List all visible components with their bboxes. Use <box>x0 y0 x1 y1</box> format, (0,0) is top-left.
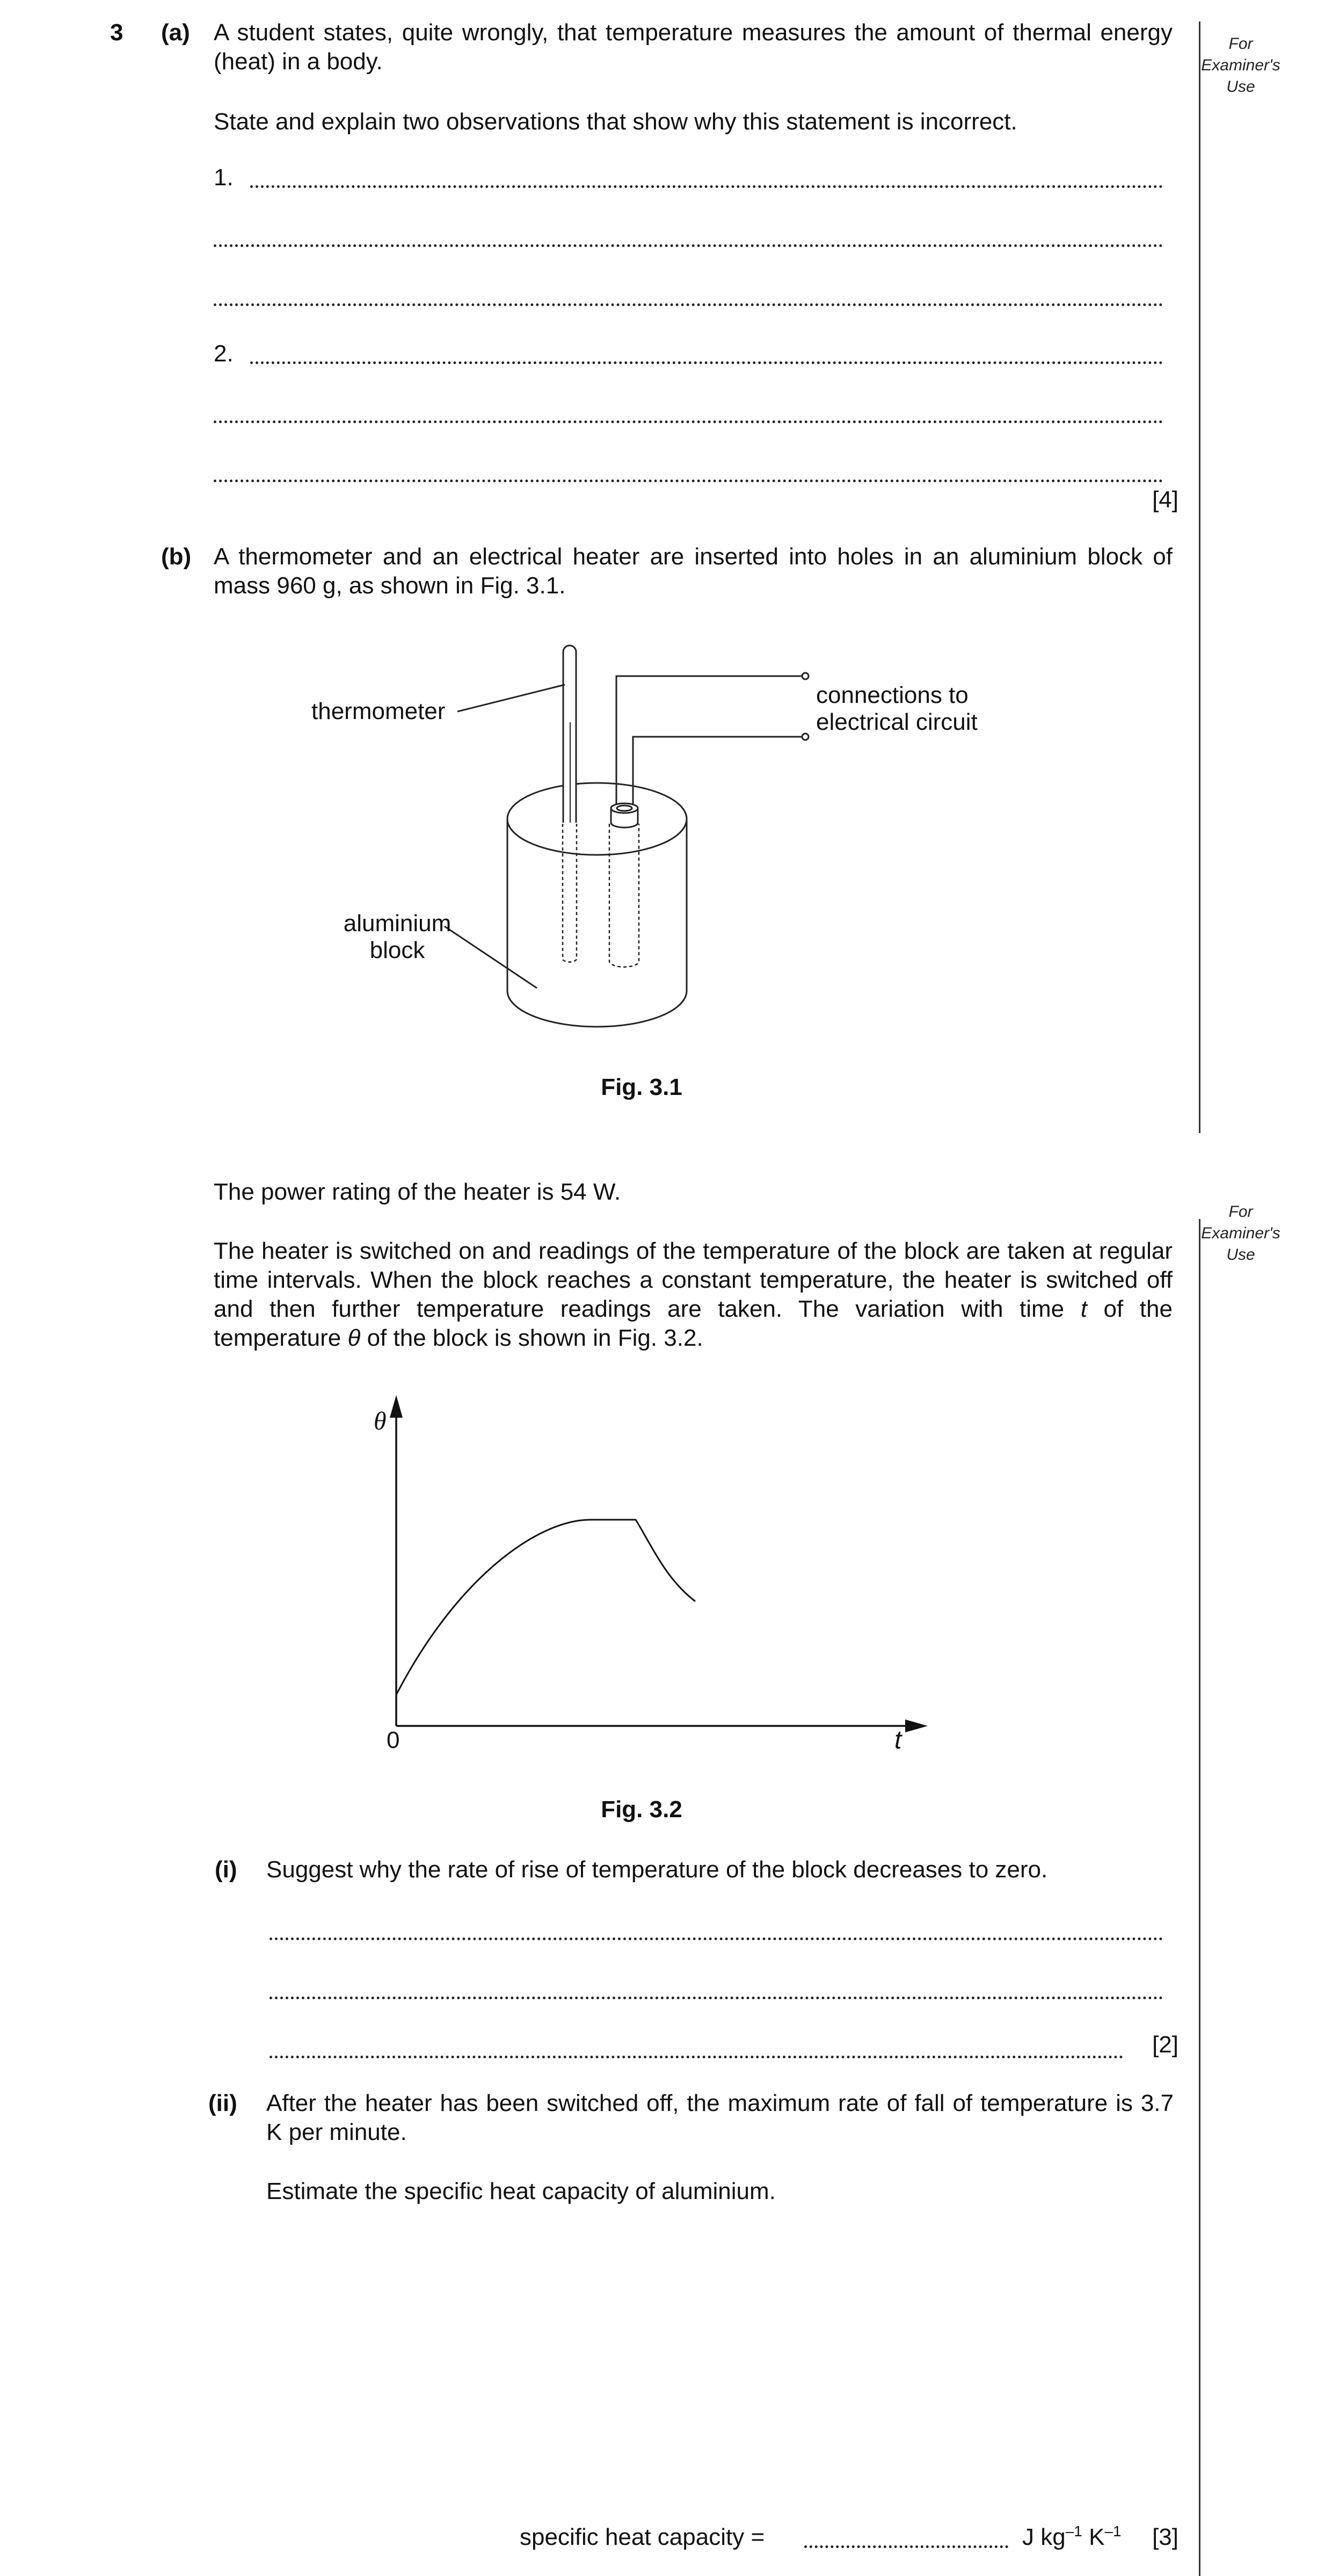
examiner-use-label-bottom <box>1200 1201 1281 1266</box>
y-axis-label: θ <box>374 1407 387 1435</box>
terminal-2 <box>802 734 809 740</box>
part-ii-marks: [3] <box>1152 2524 1178 2550</box>
x-axis-label: t <box>894 1726 902 1754</box>
answer-line[interactable] <box>250 185 1163 188</box>
answer-line[interactable] <box>804 2545 1008 2548</box>
answer-line[interactable] <box>270 1938 1163 1940</box>
examiner-line: For <box>1228 35 1253 53</box>
unit-exponent: –1 <box>1065 2523 1082 2539</box>
examiner-line: Use <box>1226 78 1255 96</box>
examiner-margin-rule-bottom <box>1199 1219 1200 2576</box>
unit-part: J kg <box>1022 2524 1066 2550</box>
answer-1-label: 1. <box>214 164 234 191</box>
answer-line[interactable] <box>214 303 1163 306</box>
thermometer-label: thermometer <box>311 698 446 724</box>
procedure-t-symbol: t <box>1080 1296 1087 1322</box>
examiner-line: For <box>1228 1203 1253 1221</box>
procedure-theta-symbol: θ <box>347 1325 361 1351</box>
thermometer-leader <box>457 685 565 712</box>
unit-part: K <box>1089 2524 1105 2550</box>
answer-2-label: 2. <box>214 340 234 367</box>
examiner-line: Examiner's <box>1201 56 1280 74</box>
block-label-line: aluminium <box>343 910 452 937</box>
wire-1 <box>616 676 803 804</box>
block-label <box>327 910 467 964</box>
examiner-margin-rule-top <box>1199 21 1200 1133</box>
procedure-main: The heater is switched on and readings of the temperature of the block are taken at regular time intervals. When the block reaches a constant temperature, the heater is switched off and then further temperature readings are taken. The variation with time <box>214 1238 1173 1322</box>
part-i-text: Suggest why the rate of rise of temperature of the block decreases to zero. <box>266 1856 1048 1883</box>
answer-line[interactable] <box>270 1997 1163 1999</box>
part-b-label: (b) <box>161 543 192 570</box>
part-ii-instruction: Estimate the specific heat capacity of aluminium. <box>266 2178 776 2204</box>
procedure-end: of the block is shown in Fig. 3.2. <box>367 1325 703 1351</box>
fig-3-2-caption: Fig. 3.2 <box>601 1796 682 1823</box>
connections-label <box>816 682 978 736</box>
part-a-text: A student states, quite wrongly, that temperature measures the amount of thermal energy (heat) in a body. <box>214 19 1173 75</box>
block-label-line: block <box>369 937 425 963</box>
procedure-mid: of the temperature <box>214 1296 1173 1351</box>
answer-line[interactable] <box>250 361 1163 364</box>
shc-unit <box>1022 2523 1122 2552</box>
part-ii-text: After the heater has been switched off, the maximum rate of fall of temperature is 3.7 K per minute. <box>266 2090 1174 2145</box>
unit-exponent: –1 <box>1104 2523 1122 2539</box>
part-ii-label: (ii) <box>208 2090 237 2116</box>
y-axis-arrow <box>390 1395 403 1418</box>
part-a-instruction: State and explain two observations that show why this statement is incorrect. <box>214 108 1017 135</box>
answer-line[interactable] <box>214 480 1163 482</box>
examiner-line: Examiner's <box>1201 1224 1280 1242</box>
part-b-text: A thermometer and an electrical heater are inserted into holes in an aluminium block of mass 960 g, as shown in Fig. 3.1. <box>214 543 1173 599</box>
terminal-1 <box>802 673 809 679</box>
answer-line[interactable] <box>214 420 1163 423</box>
power-text: The power rating of the heater is 54 W. <box>214 1179 621 1205</box>
part-a-marks: [4] <box>1152 487 1178 513</box>
examiner-line: Use <box>1226 1246 1255 1264</box>
question-number: 3 <box>110 19 123 46</box>
temperature-curve <box>396 1520 695 1695</box>
procedure-text <box>214 1237 1173 1353</box>
part-a-label: (a) <box>161 19 190 46</box>
part-i-marks: [2] <box>1152 2031 1178 2058</box>
examiner-use-label-top <box>1200 33 1281 98</box>
fig-3-1-caption: Fig. 3.1 <box>601 1074 682 1100</box>
answer-line[interactable] <box>214 244 1163 247</box>
answer-label-shc: specific heat capacity = <box>520 2524 765 2550</box>
x-axis-arrow <box>905 1719 928 1732</box>
connections-label-line: connections to <box>816 682 969 708</box>
fig-3-2-graph <box>0 1385 1199 1794</box>
part-i-label: (i) <box>215 1856 237 1883</box>
answer-line[interactable] <box>270 2056 1123 2058</box>
fig-3-1-diagram <box>0 618 1199 1074</box>
connections-label-line: electrical circuit <box>816 709 978 735</box>
origin-label: 0 <box>387 1727 400 1753</box>
block-top <box>507 783 687 855</box>
